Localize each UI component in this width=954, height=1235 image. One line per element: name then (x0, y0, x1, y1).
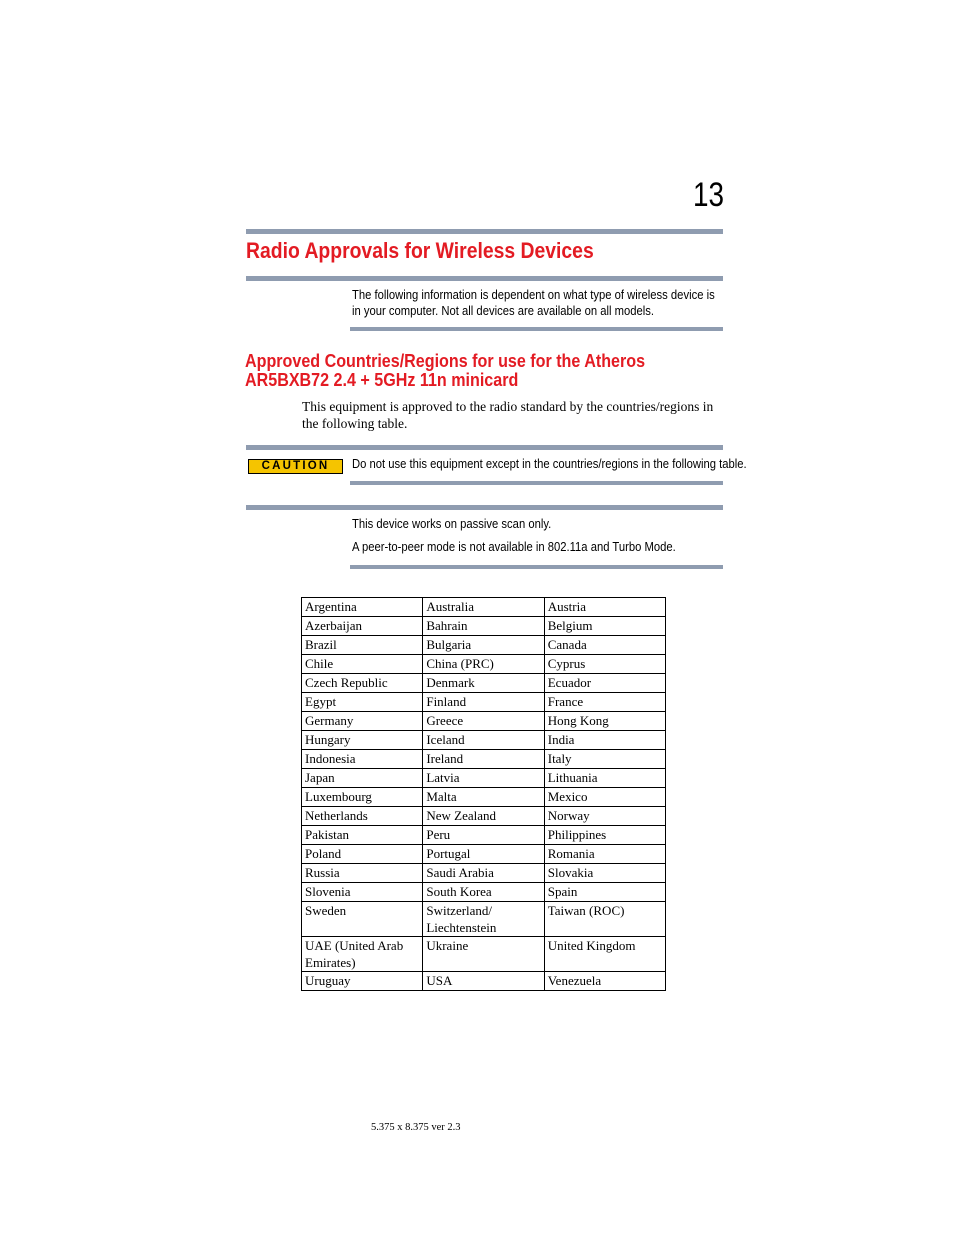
table-cell: Greece (423, 712, 544, 731)
table-cell: Ireland (423, 750, 544, 769)
table-row (302, 693, 666, 712)
countries-table-body (302, 598, 666, 991)
table-cell: Luxembourg (302, 788, 423, 807)
table-row (302, 826, 666, 845)
chapter-number: 13 (692, 176, 724, 214)
table-cell: Hungary (302, 731, 423, 750)
table-cell: Bulgaria (423, 636, 544, 655)
table-cell: Portugal (423, 845, 544, 864)
caution-text: Do not use this equipment except in the countries/regions in the following table. (352, 457, 747, 471)
table-cell: Netherlands (302, 807, 423, 826)
table-row (302, 712, 666, 731)
table-cell: Belgium (544, 617, 665, 636)
table-cell: Finland (423, 693, 544, 712)
table-row (302, 807, 666, 826)
table-cell: Hong Kong (544, 712, 665, 731)
table-cell: Switzerland/ Liechtenstein (423, 902, 544, 937)
table-cell: Slovakia (544, 864, 665, 883)
footer-version: 5.375 x 8.375 ver 2.3 (371, 1122, 461, 1133)
table-cell: Malta (423, 788, 544, 807)
table-cell: UAE (United Arab Emirates) (302, 937, 423, 972)
table-cell: South Korea (423, 883, 544, 902)
table-row (302, 655, 666, 674)
table-cell: Ecuador (544, 674, 665, 693)
table-cell: China (PRC) (423, 655, 544, 674)
table-row (302, 598, 666, 617)
table-row (302, 937, 666, 972)
intro-note-rule (350, 327, 723, 331)
notes-bottom-rule (350, 565, 723, 569)
note-passive-scan: This device works on passive scan only. (352, 517, 552, 531)
intro-note: The following information is dependent on what type of wireless device is in your computer. Not all devices are available on all models. (352, 288, 715, 318)
caution-bottom-rule (350, 481, 723, 485)
table-cell: USA (423, 972, 544, 991)
note-peer-to-peer: A peer-to-peer mode is not available in 802.11a and Turbo Mode. (352, 540, 676, 554)
title-bottom-rule (246, 276, 723, 281)
table-row (302, 972, 666, 991)
table-cell: Chile (302, 655, 423, 674)
table-row (302, 788, 666, 807)
table-cell: Sweden (302, 902, 423, 937)
table-cell: New Zealand (423, 807, 544, 826)
table-row (302, 617, 666, 636)
table-cell: Egypt (302, 693, 423, 712)
table-cell: Taiwan (ROC) (544, 902, 665, 937)
table-row (302, 864, 666, 883)
table-row (302, 769, 666, 788)
table-cell: Uruguay (302, 972, 423, 991)
table-cell: Japan (302, 769, 423, 788)
table-cell: Argentina (302, 598, 423, 617)
table-cell: Cyprus (544, 655, 665, 674)
table-cell: France (544, 693, 665, 712)
table-row (302, 845, 666, 864)
table-cell: Bahrain (423, 617, 544, 636)
table-cell: Canada (544, 636, 665, 655)
table-cell: Peru (423, 826, 544, 845)
table-row (302, 674, 666, 693)
section-heading: Approved Countries/Regions for use for the Atheros AR5BXB72 2.4 + 5GHz 11n minicard (245, 350, 646, 390)
countries-table (301, 597, 666, 991)
caution-top-rule (246, 445, 723, 450)
table-cell: Russia (302, 864, 423, 883)
table-row (302, 883, 666, 902)
table-cell: India (544, 731, 665, 750)
table-cell: Germany (302, 712, 423, 731)
table-row (302, 731, 666, 750)
table-cell: Ukraine (423, 937, 544, 972)
table-cell: Indonesia (302, 750, 423, 769)
table-cell: Latvia (423, 769, 544, 788)
table-cell: United Kingdom (544, 937, 665, 972)
table-row (302, 902, 666, 937)
table-cell: Austria (544, 598, 665, 617)
table-cell: Lithuania (544, 769, 665, 788)
table-cell: Venezuela (544, 972, 665, 991)
table-row (302, 636, 666, 655)
title-top-rule (246, 229, 723, 234)
table-cell: Philippines (544, 826, 665, 845)
table-cell: Slovenia (302, 883, 423, 902)
table-row (302, 750, 666, 769)
table-cell: Czech Republic (302, 674, 423, 693)
table-cell: Australia (423, 598, 544, 617)
table-cell: Norway (544, 807, 665, 826)
table-cell: Azerbaijan (302, 617, 423, 636)
table-cell: Poland (302, 845, 423, 864)
table-cell: Brazil (302, 636, 423, 655)
table-cell: Italy (544, 750, 665, 769)
table-cell: Mexico (544, 788, 665, 807)
table-cell: Spain (544, 883, 665, 902)
table-cell: Pakistan (302, 826, 423, 845)
page-title: Radio Approvals for Wireless Devices (246, 238, 594, 263)
table-cell: Denmark (423, 674, 544, 693)
section-body: This equipment is approved to the radio standard by the countries/regions in the following table. (302, 399, 714, 431)
notes-top-rule (246, 505, 723, 510)
caution-badge: CAUTION (248, 459, 343, 474)
table-cell: Romania (544, 845, 665, 864)
table-cell: Iceland (423, 731, 544, 750)
table-cell: Saudi Arabia (423, 864, 544, 883)
